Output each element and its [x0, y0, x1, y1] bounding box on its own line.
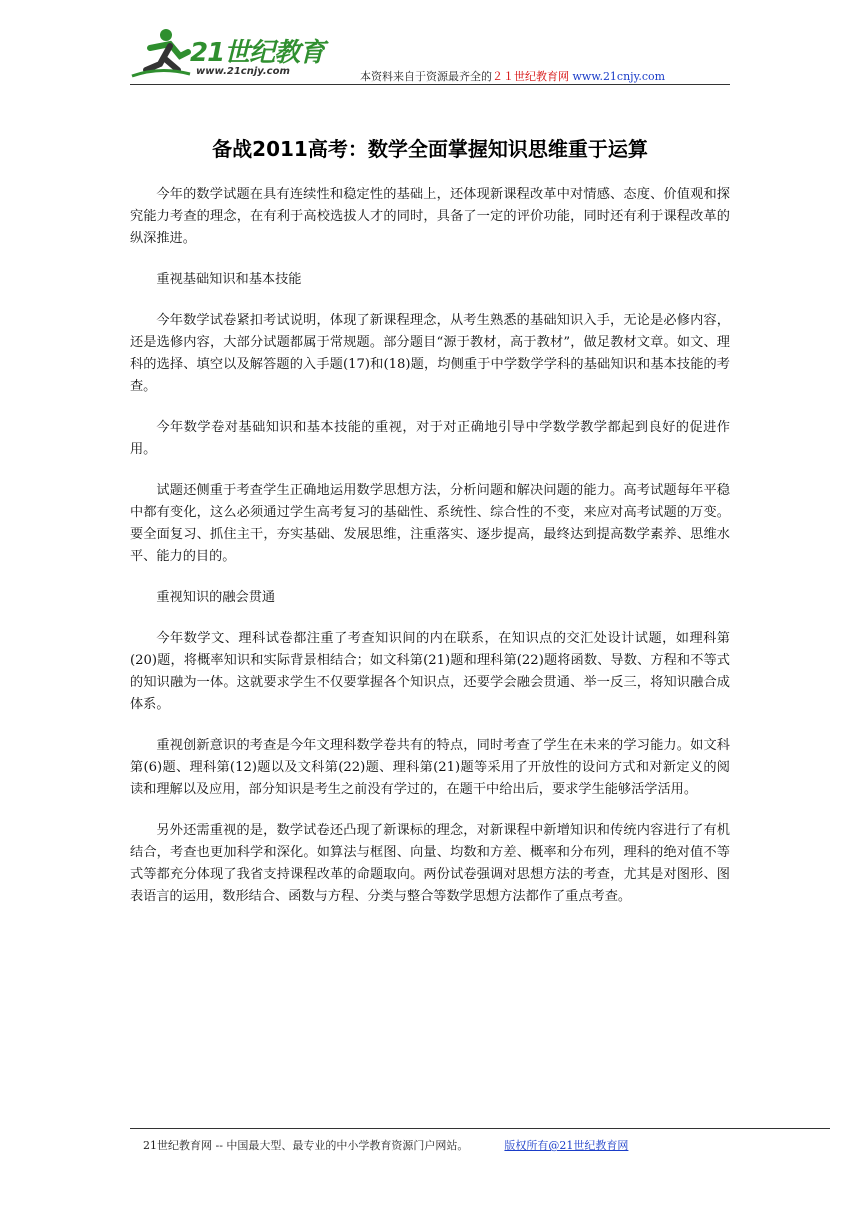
logo-text: 21世纪教育 [190, 38, 325, 68]
footer-divider [130, 1128, 830, 1129]
paragraph: 今年数学卷对基础知识和基本技能的重视，对于对正确地引导中学数学教学都起到良好的促进作用。 [130, 420, 730, 457]
footer-text: 21世纪教育网 -- 中国最大型、最专业的中小学教育资源门户网站。 [143, 1139, 469, 1152]
header-note-prefix: 本资料来自于资源最齐全的 [360, 70, 492, 83]
header-note [360, 68, 665, 84]
header-divider [130, 84, 730, 85]
paragraph: 重视创新意识的考查是今年文理科数学卷共有的特点，同时考查了学生在未来的学习能力。如文科第(6)题、理科第(12)题以及文科第(22)题、理科第(21)题等采用了开放性的设问方式和对新定义的阅读和理解以及应用，部分知识是考生之前没有学过的，在题干中给出后，要求学生能够活学活用。 [130, 738, 730, 797]
copyright-link[interactable]: 版权所有@21世纪教育网 [504, 1139, 629, 1152]
page-header [130, 26, 730, 86]
site-logo[interactable] [130, 26, 340, 82]
logo-url: www.21cnjy.com [196, 66, 290, 77]
paragraph: 另外还需重视的是，数学试卷还凸现了新课标的理念，对新课程中新增知识和传统内容进行了有机结合，考查也更加科学和深化。如算法与框图、向量、均数和方差、概率和分布列，理科的绝对值不等式等都充分体现了我省支持课程改革的命题取向。两份试卷强调对思想方法的考查，尤其是对图形、图表语言的运用，数形结合、函数与方程、分类与整合等数学思想方法都作了重点考查。 [130, 823, 730, 904]
header-url-link[interactable]: www.21cnjy.com [572, 70, 666, 83]
section-heading: 重视基础知识和基本技能 [156, 272, 302, 287]
document-title: 备战2011高考：数学全面掌握知识思维重于运算 [212, 137, 648, 161]
header-brand-link[interactable]: ２１世纪教育网 [492, 70, 569, 83]
section-heading: 重视知识的融会贯通 [156, 590, 276, 605]
page-footer [143, 1137, 628, 1153]
document-body [130, 184, 730, 927]
paragraph: 今年数学试卷紧扣考试说明，体现了新课程理念，从考生熟悉的基础知识入手，无论是必修内容，还是选修内容，大部分试题都属于常规题。部分题目“源于教材，高于教材”，做足教材文章。如文、理科的选择、填空以及解答题的入手题(17)和(18)题，均侧重于中学数学学科的基础知识和基本技能的考查。 [130, 313, 730, 394]
paragraph: 试题还侧重于考查学生正确地运用数学思想方法，分析问题和解决问题的能力。高考试题每年平稳中都有变化，这么必须通过学生高考复习的基础性、系统性、综合性的不变，来应对高考试题的万变。要全面复习、抓住主干，夯实基础、发展思维，注重落实、逐步提高，最终达到提高数学素养、思维水平、能力的目的。 [130, 483, 730, 564]
paragraph: 今年数学文、理科试卷都注重了考查知识间的内在联系，在知识点的交汇处设计试题，如理科第(20)题，将概率知识和实际背景相结合；如文科第(21)题和理科第(22)题将函数、导数、方程和不等式的知识融为一体。这就要求学生不仅要掌握各个知识点，还要学会融会贯通、举一反三，将知识融合成体系。 [130, 631, 730, 712]
paragraph: 今年的数学试题在具有连续性和稳定性的基础上，还体现新课程改革中对情感、态度、价值观和探究能力考查的理念，在有利于高校选拔人才的同时，具备了一定的评价功能，同时还有利于课程改革的纵深推进。 [130, 187, 730, 246]
